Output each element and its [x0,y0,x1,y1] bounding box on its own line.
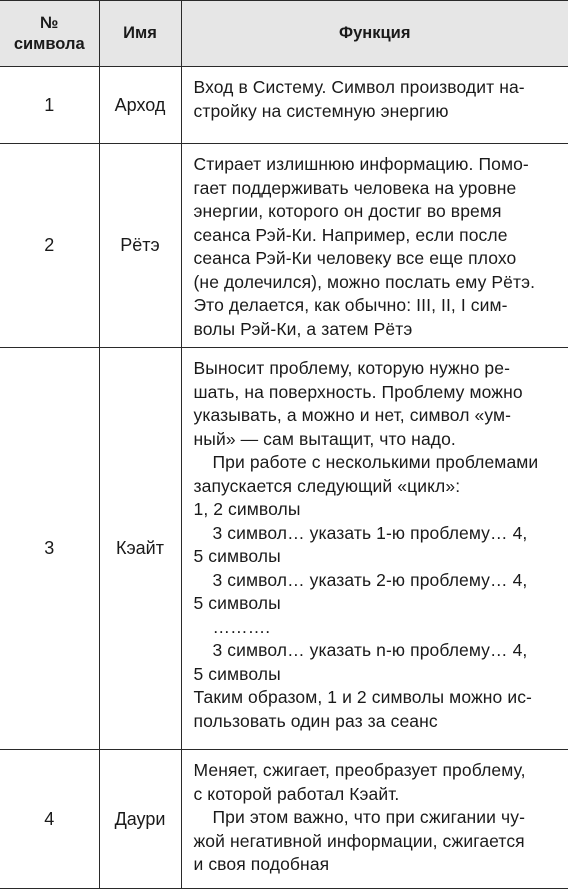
symbol-function [181,144,568,348]
table-row [0,348,568,750]
symbol-function [181,348,568,750]
function-line: Вход в Систему. Символ производит на- [193,77,525,97]
function-line: Меняет, сжигает, преобразует проблему, [193,760,526,780]
table-row [0,67,568,144]
symbol-name: Рётэ [99,144,181,348]
table-row [0,144,568,348]
function-line: 3 символ… указать n-ю проблему… 4, [212,640,528,660]
table-header [0,1,568,67]
symbol-number: 4 [0,750,99,889]
function-line: Таким образом, 1 и 2 символы можно ис- [193,687,532,707]
function-line: При работе с несколькими проблемами [212,452,539,472]
symbol-function [181,750,568,889]
function-line: 5 символы [193,593,281,613]
function-line: и своя подобная [193,854,330,874]
function-line: При этом важно, что при сжигании чу- [212,807,526,827]
function-line: указывать, а можно и нет, символ «ум- [193,405,512,425]
function-line: сеанса Рэй-Ки человеку все еще плохо [193,248,517,268]
symbol-number: 2 [0,144,99,348]
function-line: ный» — сам вытащит, что надо. [193,428,456,449]
function-line: энергии, которого он достиг во время [193,201,502,221]
function-line: с которой работал Кэайт. [193,783,400,804]
function-line: Это делается, как обычно: III, II, I сим- [193,295,508,315]
header-name: Имя [99,1,181,67]
header-symbol-number [0,1,99,67]
header-num-line1: № [40,13,59,32]
function-line: волы Рэй-Ки, а затем Рётэ [193,318,413,339]
symbol-name: Даури [99,750,181,889]
function-line: стройку на системную энергию [193,100,449,121]
function-line: 1, 2 символы [193,499,301,519]
function-line: 3 символ… указать 1-ю проблему… 4, [212,522,528,543]
table-row [0,750,568,889]
function-line: (не долечился), можно послать ему Рётэ. [193,271,536,292]
header-num-line2: символа [13,34,85,53]
function-line: сеанса Рэй-Ки. Например, если после [193,224,508,245]
symbol-number: 3 [0,348,99,750]
symbol-name: Арход [99,67,181,144]
symbol-function [181,67,568,144]
function-line: Выносит проблему, которую нужно ре- [193,358,511,378]
function-line: пользовать один раз за сеанс [193,710,438,731]
function-line: жой негативной информации, сжигается [193,830,525,851]
function-line: шать, на поверхность. Проблему можно [193,381,523,402]
symbol-name: Кэайт [99,348,181,750]
function-line: запускается следующий «цикл»: [193,475,461,496]
function-line: гает поддерживать человека на уровне [193,177,517,198]
function-line: 5 символы [193,663,281,684]
symbol-number: 1 [0,67,99,144]
function-line: ………. [212,616,271,637]
function-line: 3 символ… указать 2-ю проблему… 4, [212,569,528,590]
function-line: Стирает излишнюю информацию. Помо- [193,154,529,174]
function-line: 5 символы [193,546,281,566]
header-function: Функция [181,1,568,67]
